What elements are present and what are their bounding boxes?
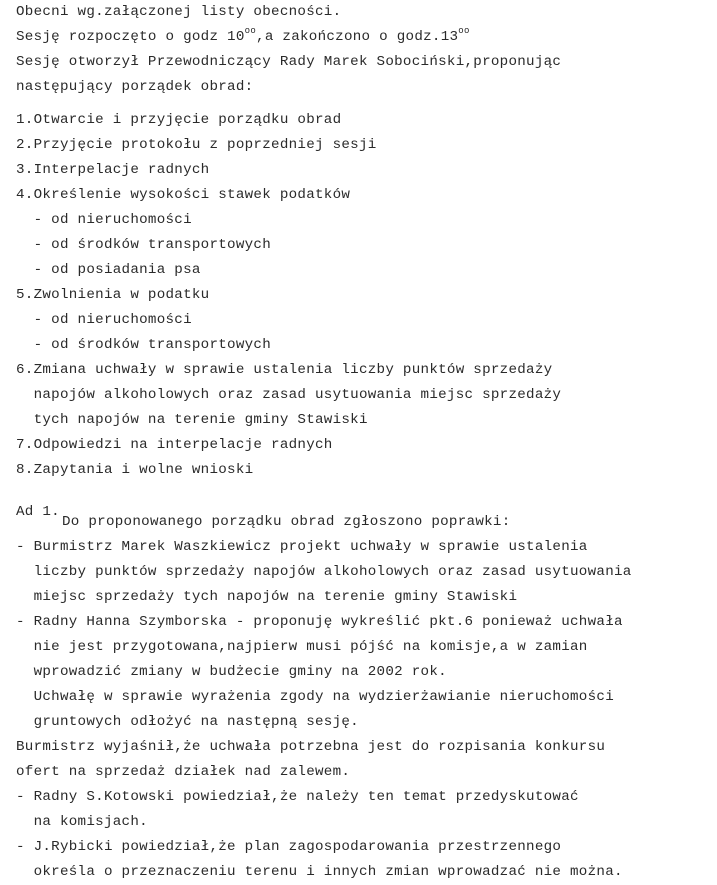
- ad1-line: - Radny Hanna Szymborska - proponuję wykreślić pkt.6 ponieważ uchwała: [16, 614, 623, 630]
- agenda-item: 3.Interpelacje radnych: [16, 162, 210, 178]
- session-end-text: ,a zakończono o godz.13: [256, 29, 459, 45]
- superscript-end-minutes: oo: [458, 26, 470, 37]
- agenda-subitem: - od nieruchomości: [16, 312, 192, 328]
- agenda-subitem: - od posiadania psa: [16, 262, 201, 278]
- agenda-item-continuation: tych napojów na terenie gminy Stawiski: [16, 412, 368, 428]
- agenda-item: 2.Przyjęcie protokołu z poprzedniej sesji: [16, 137, 377, 153]
- agenda-item: 5.Zwolnienia w podatku: [16, 287, 210, 303]
- ad1-line: miejsc sprzedaży tych napojów na terenie gminy Stawiski: [16, 589, 518, 605]
- agenda-item: 4.Określenie wysokości stawek podatków: [16, 187, 351, 203]
- intro-line-2: [16, 28, 470, 46]
- ad1-line: Uchwałę w sprawie wyrażenia zgody na wydzierżawianie nieruchomości: [16, 689, 614, 705]
- ad1-line: wprowadzić zmiany w budżecie gminy na 2002 rok.: [16, 664, 447, 680]
- intro-line-3: Sesję otworzył Przewodniczący Rady Marek Sobociński,proponując: [16, 54, 562, 70]
- ad1-line: - Radny S.Kotowski powiedział,że należy ten temat przedyskutować: [16, 789, 579, 805]
- intro-line-4: następujący porządek obrad:: [16, 79, 254, 95]
- ad1-line: ofert na sprzedaż działek nad zalewem.: [16, 764, 351, 780]
- ad1-line: - J.Rybicki powiedział,że plan zagospodarowania przestrzennego: [16, 839, 562, 855]
- agenda-item: 1.Otwarcie i przyjęcie porządku obrad: [16, 112, 342, 128]
- ad1-line: określa o przeznaczeniu terenu i innych zmian wprowadzać nie można.: [16, 864, 623, 880]
- intro-line-1: Obecni wg.załączonej listy obecności.: [16, 4, 342, 20]
- agenda-item: 6.Zmiana uchwały w sprawie ustalenia liczby punktów sprzedaży: [16, 362, 553, 378]
- ad1-line: na komisjach.: [16, 814, 148, 830]
- ad1-heading: Ad 1.: [16, 504, 60, 520]
- superscript-start-minutes: oo: [244, 26, 257, 37]
- ad1-line: - Burmistrz Marek Waszkiewicz projekt uchwały w sprawie ustalenia: [16, 539, 588, 555]
- ad1-first-line: Do proponowanego porządku obrad zgłoszono poprawki:: [62, 514, 511, 530]
- agenda-subitem: - od środków transportowych: [16, 237, 272, 253]
- ad1-line: liczby punktów sprzedaży napojów alkoholowych oraz zasad usytuowania: [16, 564, 632, 580]
- ad1-line: gruntowych odłożyć na następną sesję.: [16, 714, 359, 730]
- agenda-item: 8.Zapytania i wolne wnioski: [16, 462, 254, 478]
- session-start-text: Sesję rozpoczęto o godz 10: [16, 29, 245, 45]
- agenda-subitem: - od nieruchomości: [16, 212, 192, 228]
- agenda-item-continuation: napojów alkoholowych oraz zasad usytuowania miejsc sprzedaży: [16, 387, 562, 403]
- agenda-item: 7.Odpowiedzi na interpelacje radnych: [16, 437, 333, 453]
- agenda-subitem: - od środków transportowych: [16, 337, 272, 353]
- ad1-line: nie jest przygotowana,najpierw musi pójść na komisje,a w zamian: [16, 639, 588, 655]
- ad1-line: Burmistrz wyjaśnił,że uchwała potrzebna jest do rozpisania konkursu: [16, 739, 606, 755]
